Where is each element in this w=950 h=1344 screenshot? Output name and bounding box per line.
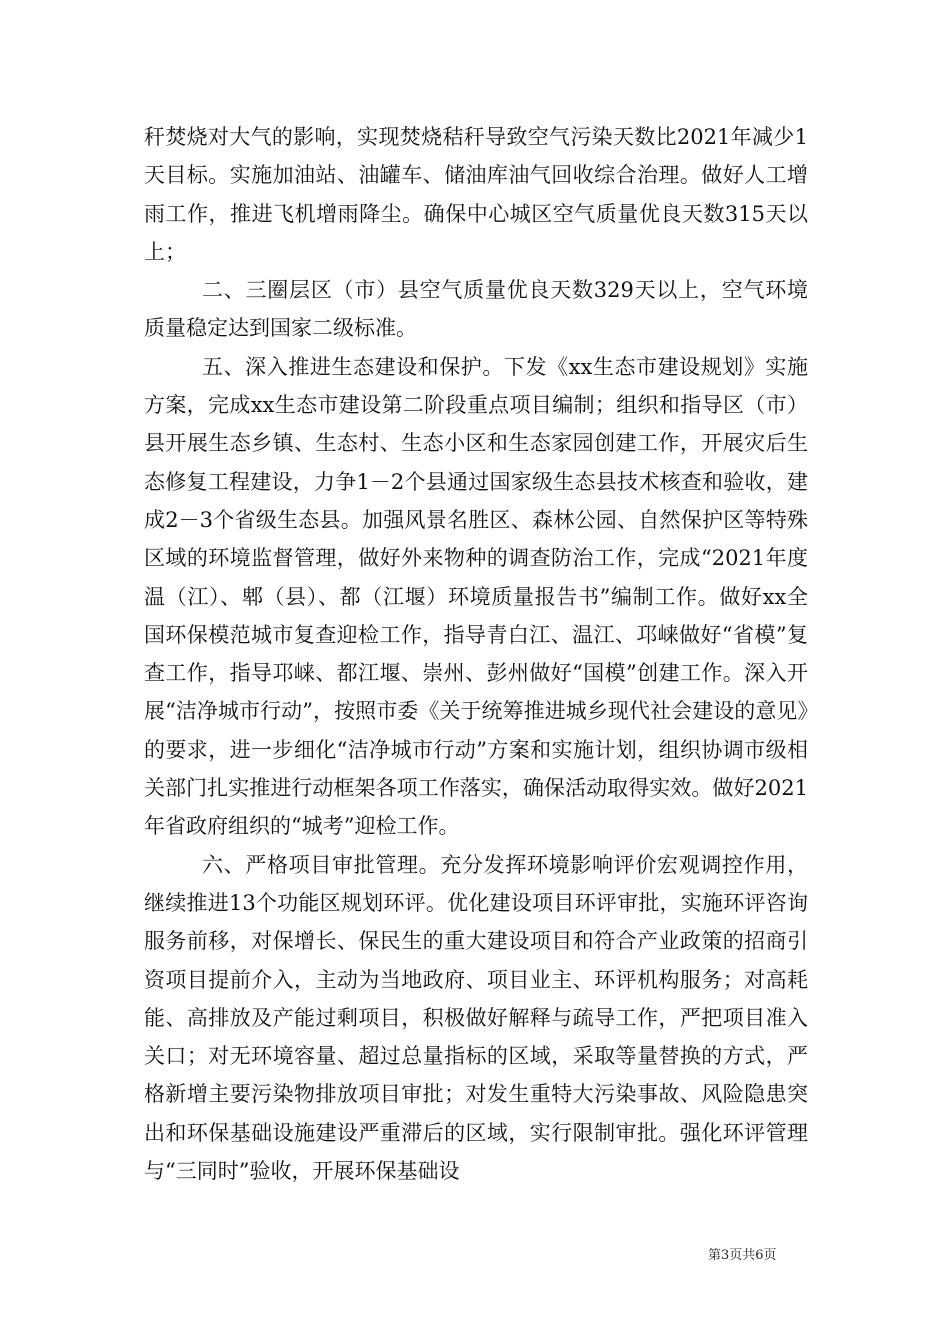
page-number-footer: 第3页共6页 <box>708 1248 777 1263</box>
paragraph-continuation: 秆焚烧对大气的影响，实现焚烧秸秆导致空气污染天数比2021年减少1天目标。实施加油站、油罐车、储油库油气回收综合治理。做好人工增雨工作，推进飞机增雨降尘。确保中心城区空气质量优良天数315天以上； <box>144 125 808 264</box>
document-body <box>144 118 808 1190</box>
paragraph-item-6: 六、严格项目审批管理。充分发挥环境影响评价宏观调控作用，继续推进13个功能区规划环评。优化建设项目环评审批，实施环评咨询服务前移，对保增长、保民生的重大建设项目和符合产业政策的招商引资项目提前介入，主动为当地政府、项目业主、环评机构服务；对高耗能、高排放及产能过剩项目，积极做好解释与疏导工作，严把项目准入关口；对无环境容量、超过总量指标的区域，采取等量替换的方式，严格新增主要污染物排放项目审批；对发生重特大污染事故、风险隐患突出和环保基础设施建设严重滞后的区域，实行限制审批。强化环评管理与“三同时”验收，开展环保基础设 <box>144 852 808 1184</box>
paragraph-item-2: 二、三圈层区（市）县空气质量优良天数329天以上，空气环境质量稳定达到国家二级标准。 <box>144 278 808 341</box>
paragraph-item-5: 五、深入推进生态建设和保护。下发《xx生态市建设规划》实施方案，完成xx生态市建设第二阶段重点项目编制；组织和指导区（市）县开展生态乡镇、生态村、生态小区和生态家园创建工作，开展灾后生态修复工程建设，力争1－2个县通过国家级生态县技术核查和验收，建成2－3个省级生态县。加强风景名胜区、森林公园、自然保护区等特殊区域的环境监督管理，做好外来物种的调查防治工作，完成“2021年度温（江）、郫（县）、都（江堰）环境质量报告书”编制工作。做好xx全国环保模范城市复查迎检工作，指导青白江、温江、邛崃做好“省模”复查工作，指导邛崃、都江堰、崇州、彭州做好“国模”创建工作。深入开展“洁净城市行动”，按照市委《关于统筹推进城乡现代社会建设的意见》的要求，进一步细化“洁净城市行动”方案和实施计划，组织协调市级相关部门扎实推进行动框架各项工作落实，确保活动取得实效。做好2021年省政府组织的“城考”迎检工作。 <box>144 354 808 839</box>
